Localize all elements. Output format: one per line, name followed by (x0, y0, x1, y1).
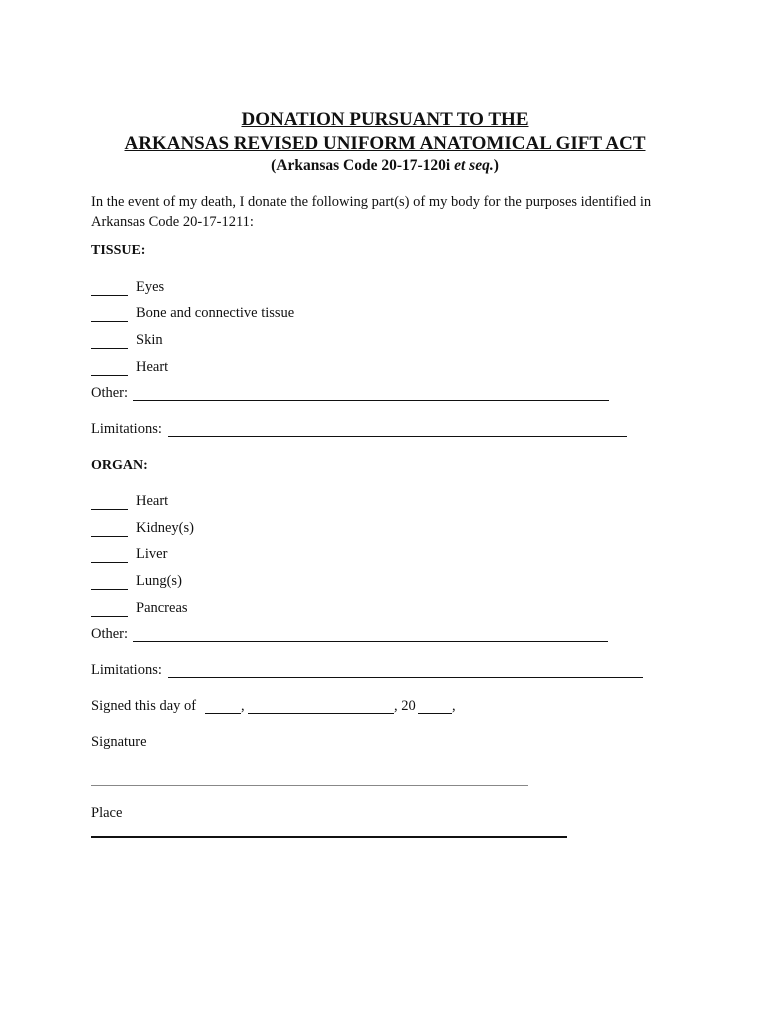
place-label: Place (91, 805, 123, 821)
blank-line[interactable] (91, 616, 128, 617)
blank-line[interactable] (91, 321, 128, 322)
blank-line[interactable] (91, 589, 128, 590)
organ-limitations-label: Limitations: (91, 662, 162, 678)
organ-item-label: Pancreas (136, 600, 188, 616)
place-line[interactable] (91, 836, 567, 838)
signature-label: Signature (91, 734, 147, 750)
organ-item-label: Lung(s) (136, 573, 182, 589)
tissue-heading: TISSUE: (91, 243, 146, 258)
form-title-line1: DONATION PURSUANT TO THE (241, 109, 529, 130)
organ-item-label: Heart (136, 493, 169, 509)
form-subtitle (0, 157, 770, 175)
signed-year-line[interactable] (418, 713, 452, 714)
tissue-limitations-line[interactable] (168, 436, 627, 437)
subtitle-italic: et seq. (454, 157, 494, 174)
tissue-item-label: Eyes (136, 279, 165, 295)
intro-paragraph: In the event of my death, I donate the following part(s) of my body for the purposes identified in Arkansas Code 20-17-1211: (91, 194, 652, 230)
tissue-item-label: Bone and connective tissue (136, 305, 295, 321)
organ-limitations-line[interactable] (168, 677, 643, 678)
signed-month-line[interactable] (248, 713, 394, 714)
signed-prefix: Signed this day of (91, 698, 197, 714)
organ-item-label: Liver (136, 546, 168, 562)
organ-other-label: Other: (91, 626, 129, 642)
form-title-line2: ARKANSAS REVISED UNIFORM ANATOMICAL GIFT ACT (124, 133, 646, 154)
signed-comma2: , (452, 698, 456, 714)
organ-other-line[interactable] (133, 641, 608, 642)
signed-year-prefix: , 20 (394, 698, 416, 714)
organ-item-label: Kidney(s) (136, 520, 194, 536)
blank-line[interactable] (91, 536, 128, 537)
subtitle-suffix: ) (493, 157, 499, 174)
signed-day-line[interactable] (205, 713, 241, 714)
blank-line[interactable] (91, 509, 128, 510)
tissue-limitations-label: Limitations: (91, 421, 162, 437)
tissue-other-line[interactable] (133, 400, 609, 401)
blank-line[interactable] (91, 348, 128, 349)
tissue-other-label: Other: (91, 385, 129, 401)
organ-heading: ORGAN: (91, 458, 148, 473)
tissue-item-label: Skin (136, 332, 163, 348)
signed-comma1: , (241, 698, 245, 714)
signature-line[interactable] (91, 785, 528, 786)
blank-line[interactable] (91, 295, 128, 296)
tissue-item-label: Heart (136, 359, 169, 375)
blank-line[interactable] (91, 562, 128, 563)
subtitle-prefix: (Arkansas Code 20-17-120i (271, 157, 455, 174)
blank-line[interactable] (91, 375, 128, 376)
